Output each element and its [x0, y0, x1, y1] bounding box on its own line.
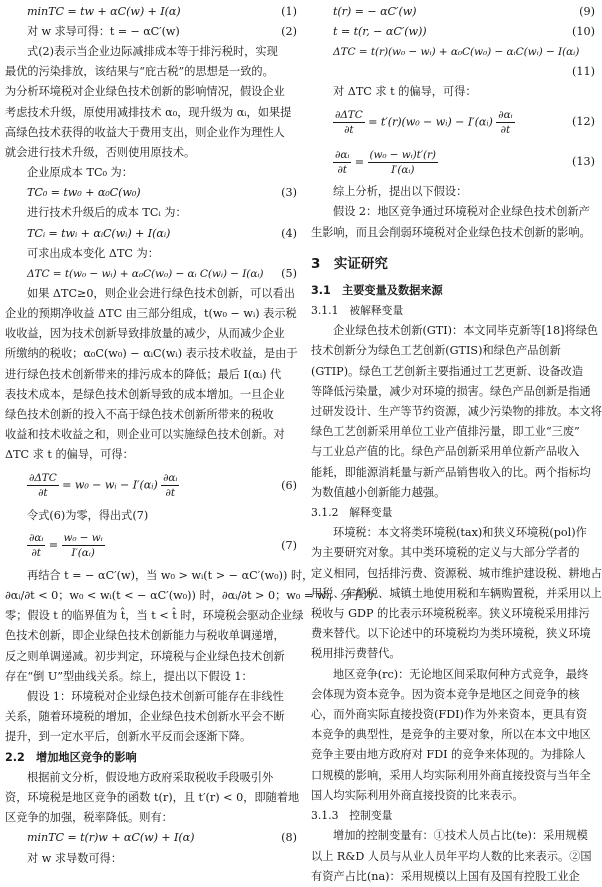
equation-3: TC₀ = tw₀ + α₀C(w₀) (3) [27, 186, 297, 200]
equation-9: t(r) = − αC′(w) (9) [333, 4, 595, 18]
paragraph-environmental-tax: 环境税：本文将类环境税(tax)和狭义环境税(pol)作 为主要研究对象。其中类环境税的定义与大部分学者的 定义相同，包括排污费、资源税、城市维护建设税、耕地占 用税、车船税、城镇土地使用税和车辆购置税，并采用以上 税收与 GDP 的比表示环境税税率。狭义环境税采用排污 费来替代。以下论述中的环境税均为类环境税，狭义环境 税用排污费替代。 [311, 526, 602, 661]
equation-6: $\frac{\text{∂ΔTC}}{\partial t}$ = w₀ − wᵢ − I′(αᵢ) $\frac{\text{∂αᵢ}}{\partial t}$ (6) [29, 472, 297, 500]
fraction: $\frac{\text{∂αᵢ}}{\partial t}$ [163, 472, 178, 500]
equation-13: $\frac{\text{∂αᵢ}}{\partial t}$ = $\frac{\text{(w₀ − wᵢ)t′(r)}}{\text{I′(αᵢ)}}$ (13) [335, 148, 595, 176]
paragraph-eq7-explanation: 再结合 t = − αC′(w)，当 w₀ > wᵢ(t > − αC′(w₀)) 时， ∂αᵢ/∂t < 0；w₀ < wᵢ(t < − αC′(w₀)) 时，∂αᵢ/∂t > 0；w₀ = wᵢ，分子为 零；假设 t 的临界值为 t̂，当 t < t̂ 时，环境税会驱动企业绿 色技术创新，即企业绿色技术创新能力与税收单调递增， 反之则单调递减。初步判定，环境税与企业绿色技术创新 存在“倒 U”型曲线关系。综上，提出以下假设 1： [5, 568, 374, 683]
paragraph-control-variables: 增加的控制变量有：①技术人员占比(te)：采用规模 以上 R&D 人员与从业人员年平均人数的比来表示。②国 有资产占比(na)：采用规模以上国有及国有控股工业企 [311, 829, 592, 883]
equation-2: 对 w 求导可得：t = − αC′(w) (2) [27, 24, 297, 38]
conclusion-line: 综上分析，提出以下假设： [333, 185, 468, 199]
derive-w-label: 对 w 求导数可得： [27, 851, 123, 865]
cost-change-label: 可求出成本变化 ΔTC 为： [27, 246, 159, 260]
fraction: $\frac{\text{∂ΔTC}}{\partial t}$ [335, 108, 363, 136]
equation-1: minTC = tw + αC(w) + I(α) (1) [27, 4, 297, 18]
right-column [311, 2, 602, 887]
fraction: $\frac{\text{∂αᵢ}}{\partial t}$ [335, 148, 350, 176]
paragraph-dependent-variable: 企业绿色技术创新(GTI)：本文同毕克新等[18]将绿色 技术创新分为绿色工艺创新(GTIS)和绿色产品创新 (GTIP)。绿色工艺创新主要指通过工艺更新、设备改造 等降低污染量，减少对环境的损害。绿色产品创新是指通 过研发设计、生产等节约资源，减少污染物的排放。本文将 绿色工艺创新采用单位工业产值排污量，即工业“三废” 与工业总产值的比。绿色产品创新采用单位新产品收入 能耗，即能源消耗量与新产品销售收入的比。两个指标均 为数值越小创新能力越强。 [311, 324, 602, 499]
eq7-label: 令式(6)为零，得出式(7) [27, 508, 149, 522]
section-3-heading: 3 实证研究 [311, 255, 388, 272]
equation-5: ΔTC = t(w₀ − wᵢ) + α₀C(w₀) − αᵢ C(wᵢ) − I(αᵢ) (5) [27, 266, 297, 280]
hypothesis-1: 假设 1：环境税对企业绿色技术创新可能存在非线性 关系，随着环境税的增加，企业绿色技术创新水平会不断 提升，到一定水平后，创新水平反而会逐渐下降。 [5, 690, 285, 744]
section-2-2-heading: 2.2 增加地区竞争的影响 [5, 750, 137, 764]
equation-7: $\frac{\text{∂αᵢ}}{\partial t}$ = $\frac{\text{w₀ − wᵢ}}{\text{I′(αᵢ)}}$ (7) [29, 532, 297, 560]
paragraph-eq2-explanation: 式(2)表示当企业边际减排成本等于排污税时，实现 最优的污染排放，该结果与“庇古税”的思想是一致的。 为分析环境税对企业绿色技术创新的影响情况，假设企业 考虑技术升级，原使用减排技术 α₀，现升级为 αᵢ，如果提 高绿色技术获得的收益大于费用支出，则企业作为理性人 就会进行技术升级，否则使用原技术。 [5, 45, 292, 160]
fraction: $\frac{\text{∂ΔTC}}{\partial t}$ [29, 472, 57, 500]
equation-11: ΔTC = t(r)(w₀ − wᵢ) + α₀C(w₀) − αᵢC(wᵢ) − I(αᵢ) (11) [333, 46, 595, 79]
paragraph-2-2: 根据前文分析，假设地方政府采取税收手段吸引外 资，环境税是地区竞争的函数 t(r)，且 t′(r) < 0，即随着地 区竞争的加强，税率降低。则有： [5, 770, 300, 825]
fraction: $\frac{\text{∂αᵢ}}{\partial t}$ [498, 108, 513, 136]
equation-12: $\frac{\text{∂ΔTC}}{\partial t}$ = t′(r)(w₀ − wᵢ) − I′(αᵢ) $\frac{\text{∂αᵢ}}{\partial t}$ (12) [335, 108, 595, 136]
fraction: $\frac{\text{w₀ − wᵢ}}{\text{I′(αᵢ)}}$ [63, 532, 103, 560]
fraction: $\frac{\text{∂αᵢ}}{\partial t}$ [29, 532, 44, 560]
paragraph-eq5-explanation: 如果 ΔTC≥0，则企业会进行绿色技术创新，可以看出 企业的预期净收益 ΔTC 由三部分组成，t(w₀ − wᵢ) 表示税 收收益，因为技术创新导致排放量的减少，从而减少企业 所缴纳的税收；α₀C(w₀) − αᵢC(wᵢ) 表示技术收益，是由于 进行绿色技术创新带来的排污成本的降低；最后 I(αᵢ) 代 表技术成本，是绿色技术创新导致的成本增加。一旦企业 绿色技术创新的投入不高于绿色技术创新所带来的税收 收益和技术收益之和，则企业可以实施绿色技术创新。对 ΔTC 求 t 的偏导，可得： [5, 286, 298, 462]
section-3-1-1-heading: 3.1.1 被解释变量 [311, 304, 404, 318]
section-3-1-2-heading: 3.1.2 解释变量 [311, 506, 393, 520]
section-3-1-heading: 3.1 主要变量及数据来源 [311, 283, 443, 297]
section-3-1-3-heading: 3.1.3 控制变量 [311, 809, 393, 823]
hypothesis-2: 假设 2：地区竞争通过环境税对企业绿色技术创新产 生影响，而且会削弱环境税对企业绿色技术创新的影响。 [311, 205, 591, 239]
equation-10: t = t(r, − αC′(w)) (10) [333, 24, 595, 38]
equation-8: minTC = t(r)w + αC(w) + I(α) (8) [27, 831, 297, 845]
eq12-label: 对 ΔTC 求 t 的偏导，可得： [333, 85, 477, 98]
equation-4: TCᵢ = twᵢ + αᵢC(wᵢ) + I(αᵢ) (4) [27, 226, 297, 240]
paragraph-regional-competition: 地区竞争(rc)：无论地区间采取何种方式竞争，最终 会体现为资本竞争。因为资本竞争是地区之间竞争的核 心，而外商实际直接投资(FDI)作为外来资本，更具有资 本竞争的典型性，是竞争的主要对象，所以在本文中地区 竞争主要由地方政府对 FDI 的竞争来体现的。为排除人 口规模的影响，采用人均实际利用外商直接投资与当年全 国人均实际利用外商直接投资的比来表示。 [311, 667, 591, 802]
upgrade-cost-label: 进行技术升级后的成本 TCᵢ 为： [27, 206, 187, 220]
fraction: $\frac{\text{(w₀ − wᵢ)t′(r)}}{\text{I′(αᵢ)}}$ [369, 148, 436, 176]
original-cost-label: 企业原成本 TC₀ 为： [27, 166, 133, 180]
